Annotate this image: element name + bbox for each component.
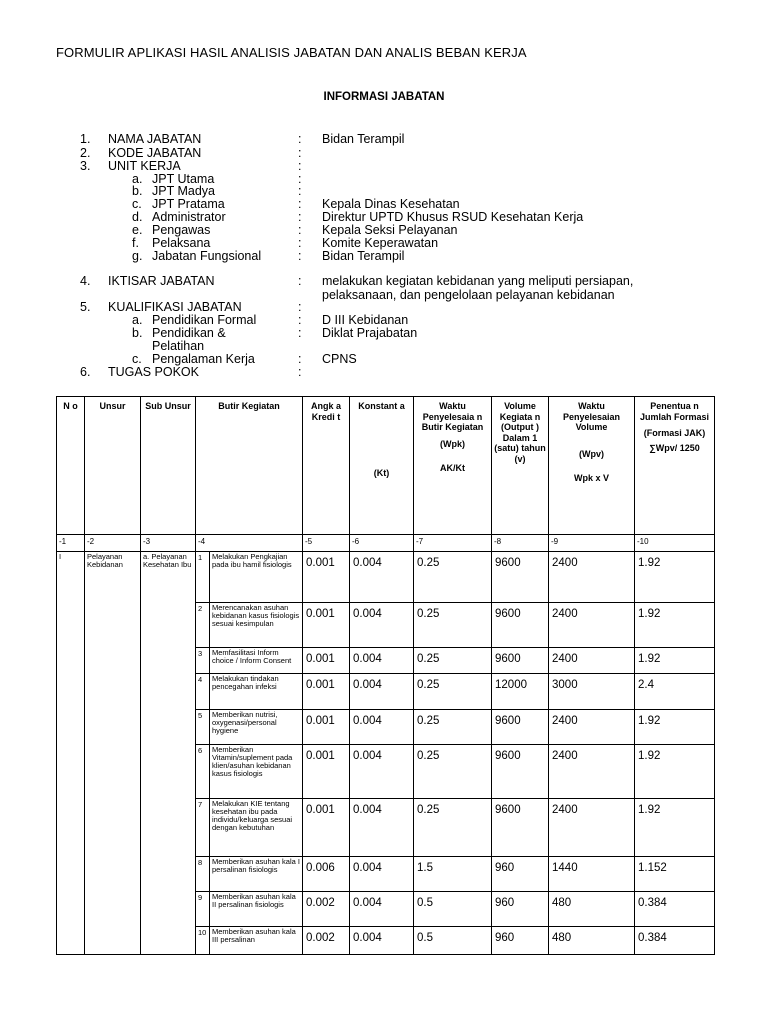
- wpv-cell: 480: [549, 927, 635, 955]
- col-number: -4: [196, 535, 303, 552]
- info-label: Jabatan Fungsional: [152, 249, 262, 263]
- konstanta-cell: 0.004: [350, 927, 414, 955]
- butir-kegiatan: Melakukan Pengkajian pada ibu hamil fisiologis: [210, 552, 303, 603]
- angka-kredit-cell: 0.002: [303, 892, 350, 927]
- formasi-cell: 1.92: [635, 710, 715, 745]
- info-value: Diklat Prajabatan: [322, 326, 418, 340]
- info-colon: :: [298, 223, 302, 237]
- butir-number: 3: [196, 648, 210, 674]
- butir-number: 7: [196, 799, 210, 857]
- col-number: -6: [350, 535, 414, 552]
- info-num: g.: [132, 249, 143, 263]
- info-label: Pengawas: [152, 223, 211, 237]
- header-no: N o: [57, 397, 85, 535]
- butir-number: 4: [196, 674, 210, 710]
- volume-cell: 960: [492, 857, 549, 892]
- header-waktu-volume: Waktu Penyelesaian Volume (Wpv) Wpk x V: [549, 397, 635, 535]
- unsur-cell: Pelayanan Kebidanan: [85, 552, 141, 955]
- info-label: IKTISAR JABATAN: [108, 274, 215, 288]
- header-sub-unsur: Sub Unsur: [141, 397, 196, 535]
- info-label: UNIT KERJA: [108, 159, 181, 173]
- formasi-cell: 0.384: [635, 927, 715, 955]
- info-label: JPT Pratama: [152, 197, 225, 211]
- info-value: Bidan Terampil: [322, 249, 405, 263]
- col-number: -7: [414, 535, 492, 552]
- info-num: b.: [132, 184, 143, 198]
- wpv-cell: 480: [549, 892, 635, 927]
- info-num: c.: [132, 197, 142, 211]
- header-angka-kredit: Angk a Kredi t: [303, 397, 350, 535]
- info-colon: :: [298, 197, 302, 211]
- info-colon: :: [298, 236, 302, 250]
- wpk-cell: 0.25: [414, 799, 492, 857]
- info-value: melakukan kegiatan kebidanan yang meliputi persiapan,: [322, 274, 634, 288]
- angka-kredit-cell: 0.001: [303, 603, 350, 648]
- table-header-row: [57, 397, 715, 535]
- angka-kredit-cell: 0.001: [303, 799, 350, 857]
- angka-kredit-cell: 0.001: [303, 648, 350, 674]
- butir-kegiatan: Melakukan KIE tentang kesehatan ibu pada individu/keluarga sesuai dengan kebutuhan: [210, 799, 303, 857]
- info-colon: :: [298, 300, 302, 314]
- info-value-line2: pelaksanaan, dan pengelolaan pelayanan kebidanan: [322, 288, 615, 302]
- info-label: Administrator: [152, 210, 226, 224]
- butir-kegiatan: Memberikan asuhan kala III persalinan: [210, 927, 303, 955]
- volume-cell: 9600: [492, 648, 549, 674]
- wpk-cell: 0.25: [414, 603, 492, 648]
- wpk-cell: 1.5: [414, 857, 492, 892]
- wpv-cell: 1440: [549, 857, 635, 892]
- header-formasi: Penentua n Jumlah Formasi (Formasi JAK) ∑Wpv/ 1250: [635, 397, 715, 535]
- info-label: Pendidikan &: [152, 326, 226, 340]
- konstanta-cell: 0.004: [350, 799, 414, 857]
- section-title: INFORMASI JABATAN: [323, 91, 445, 103]
- info-value: Komite Keperawatan: [322, 236, 439, 250]
- info-value: Direktur UPTD Khusus RSUD Kesehatan Kerja: [322, 210, 584, 224]
- col-number: -8: [492, 535, 549, 552]
- form-header: FORMULIR APLIKASI HASIL ANALISIS JABATAN DAN ANALIS BEBAN KERJA: [56, 45, 527, 60]
- table-row: [57, 552, 715, 603]
- info-value: D III Kebidanan: [322, 313, 409, 327]
- wpk-cell: 0.25: [414, 745, 492, 799]
- info-colon: :: [298, 184, 302, 198]
- info-num: 3.: [80, 159, 91, 173]
- info-colon: :: [298, 210, 302, 224]
- info-label: Pelaksana: [152, 236, 211, 250]
- formasi-cell: 1.92: [635, 603, 715, 648]
- konstanta-cell: 0.004: [350, 552, 414, 603]
- volume-cell: 9600: [492, 799, 549, 857]
- volume-cell: 960: [492, 892, 549, 927]
- header-volume: Volume Kegiata n (Output ) Dalam 1 (satu) tahun (v): [492, 397, 549, 535]
- info-label: JPT Madya: [152, 184, 215, 198]
- formasi-cell: 2.4: [635, 674, 715, 710]
- butir-number: 8: [196, 857, 210, 892]
- info-value: Bidan Terampil: [322, 132, 405, 146]
- wpv-cell: 2400: [549, 552, 635, 603]
- info-label-line2: Pelatihan: [152, 339, 205, 353]
- col-number: -1: [57, 535, 85, 552]
- info-num: 4.: [80, 274, 91, 288]
- info-colon: :: [298, 365, 302, 379]
- workload-table: [56, 396, 715, 955]
- konstanta-cell: 0.004: [350, 892, 414, 927]
- butir-number: 9: [196, 892, 210, 927]
- butir-kegiatan: Memfasilitasi Inform choice / Inform Consent: [210, 648, 303, 674]
- butir-number: 6: [196, 745, 210, 799]
- volume-cell: 12000: [492, 674, 549, 710]
- info-label: Pengalaman Kerja: [152, 352, 255, 366]
- butir-kegiatan: Melakukan tindakan pencegahan infeksi: [210, 674, 303, 710]
- konstanta-cell: 0.004: [350, 674, 414, 710]
- info-colon: :: [298, 249, 302, 263]
- wpk-cell: 0.25: [414, 648, 492, 674]
- konstanta-cell: 0.004: [350, 710, 414, 745]
- header-unsur: Unsur: [85, 397, 141, 535]
- volume-cell: 9600: [492, 745, 549, 799]
- butir-number: 2: [196, 603, 210, 648]
- info-colon: :: [298, 132, 302, 146]
- wpv-cell: 2400: [549, 603, 635, 648]
- info-colon: :: [298, 352, 302, 366]
- butir-kegiatan: Memberikan Vitamin/suplement pada klien/asuhan kebidanan kasus fisiologis: [210, 745, 303, 799]
- info-label: KODE JABATAN: [108, 146, 202, 160]
- angka-kredit-cell: 0.001: [303, 710, 350, 745]
- info-label: KUALIFIKASI JABATAN: [108, 300, 242, 314]
- info-num: d.: [132, 210, 143, 224]
- info-colon: :: [298, 313, 302, 327]
- wpk-cell: 0.5: [414, 892, 492, 927]
- col-number: -5: [303, 535, 350, 552]
- info-label: Pendidikan Formal: [152, 313, 257, 327]
- angka-kredit-cell: 0.001: [303, 552, 350, 603]
- butir-number: 1: [196, 552, 210, 603]
- info-num: 2.: [80, 146, 91, 160]
- konstanta-cell: 0.004: [350, 648, 414, 674]
- wpk-cell: 0.25: [414, 674, 492, 710]
- info-colon: :: [298, 172, 302, 186]
- volume-cell: 9600: [492, 552, 549, 603]
- wpv-cell: 2400: [549, 745, 635, 799]
- butir-kegiatan: Memberikan nutrisi, oxygenasi/personal hygiene: [210, 710, 303, 745]
- info-value: Kepala Dinas Kesehatan: [322, 197, 460, 211]
- info-label: JPT Utama: [152, 172, 215, 186]
- col-number: -3: [141, 535, 196, 552]
- wpk-cell: 0.5: [414, 927, 492, 955]
- volume-cell: 9600: [492, 710, 549, 745]
- butir-kegiatan: Memberikan asuhan kala II persalinan fisiologis: [210, 892, 303, 927]
- formasi-cell: 1.92: [635, 799, 715, 857]
- formasi-cell: 1.152: [635, 857, 715, 892]
- angka-kredit-cell: 0.006: [303, 857, 350, 892]
- info-label: TUGAS POKOK: [108, 365, 199, 379]
- butir-number: 5: [196, 710, 210, 745]
- angka-kredit-cell: 0.002: [303, 927, 350, 955]
- volume-cell: 9600: [492, 603, 549, 648]
- wpv-cell: 2400: [549, 710, 635, 745]
- info-num: b.: [132, 326, 143, 340]
- header-konstanta: Konstant a (Kt): [350, 397, 414, 535]
- formasi-cell: 1.92: [635, 745, 715, 799]
- info-colon: :: [298, 274, 302, 288]
- sub-unsur-cell: a. Pelayanan Kesehatan Ibu: [141, 552, 196, 955]
- info-num: f.: [132, 236, 139, 250]
- konstanta-cell: 0.004: [350, 603, 414, 648]
- column-number-row: [57, 535, 715, 552]
- info-label: NAMA JABATAN: [108, 132, 202, 146]
- info-colon: :: [298, 326, 302, 340]
- col-number: -2: [85, 535, 141, 552]
- angka-kredit-cell: 0.001: [303, 674, 350, 710]
- formasi-cell: 1.92: [635, 648, 715, 674]
- angka-kredit-cell: 0.001: [303, 745, 350, 799]
- row-no-cell: I: [57, 552, 85, 955]
- formasi-cell: 0.384: [635, 892, 715, 927]
- info-colon: :: [298, 146, 302, 160]
- wpv-cell: 3000: [549, 674, 635, 710]
- wpk-cell: 0.25: [414, 552, 492, 603]
- info-value: CPNS: [322, 352, 357, 366]
- info-num: c.: [132, 352, 142, 366]
- butir-kegiatan: Merencanakan asuhan kebidanan kasus fisiologis sesuai kesimpulan: [210, 603, 303, 648]
- info-value: Kepala Seksi Pelayanan: [322, 223, 458, 237]
- wpv-cell: 2400: [549, 648, 635, 674]
- info-num: a.: [132, 313, 143, 327]
- header-waktu-butir: Waktu Penyelesaia n Butir Kegiatan (Wpk) AK/Kt: [414, 397, 492, 535]
- info-colon: :: [298, 159, 302, 173]
- formasi-cell: 1.92: [635, 552, 715, 603]
- info-num: e.: [132, 223, 143, 237]
- wpv-cell: 2400: [549, 799, 635, 857]
- info-num: 5.: [80, 300, 91, 314]
- konstanta-cell: 0.004: [350, 745, 414, 799]
- butir-kegiatan: Memberikan asuhan kala I persalinan fisiologis: [210, 857, 303, 892]
- info-num: 6.: [80, 365, 91, 379]
- konstanta-cell: 0.004: [350, 857, 414, 892]
- info-num: 1.: [80, 132, 91, 146]
- butir-number: 10: [196, 927, 210, 955]
- col-number: -10: [635, 535, 715, 552]
- info-num: a.: [132, 172, 143, 186]
- header-butir: Butir Kegiatan: [196, 397, 303, 535]
- wpk-cell: 0.25: [414, 710, 492, 745]
- volume-cell: 960: [492, 927, 549, 955]
- col-number: -9: [549, 535, 635, 552]
